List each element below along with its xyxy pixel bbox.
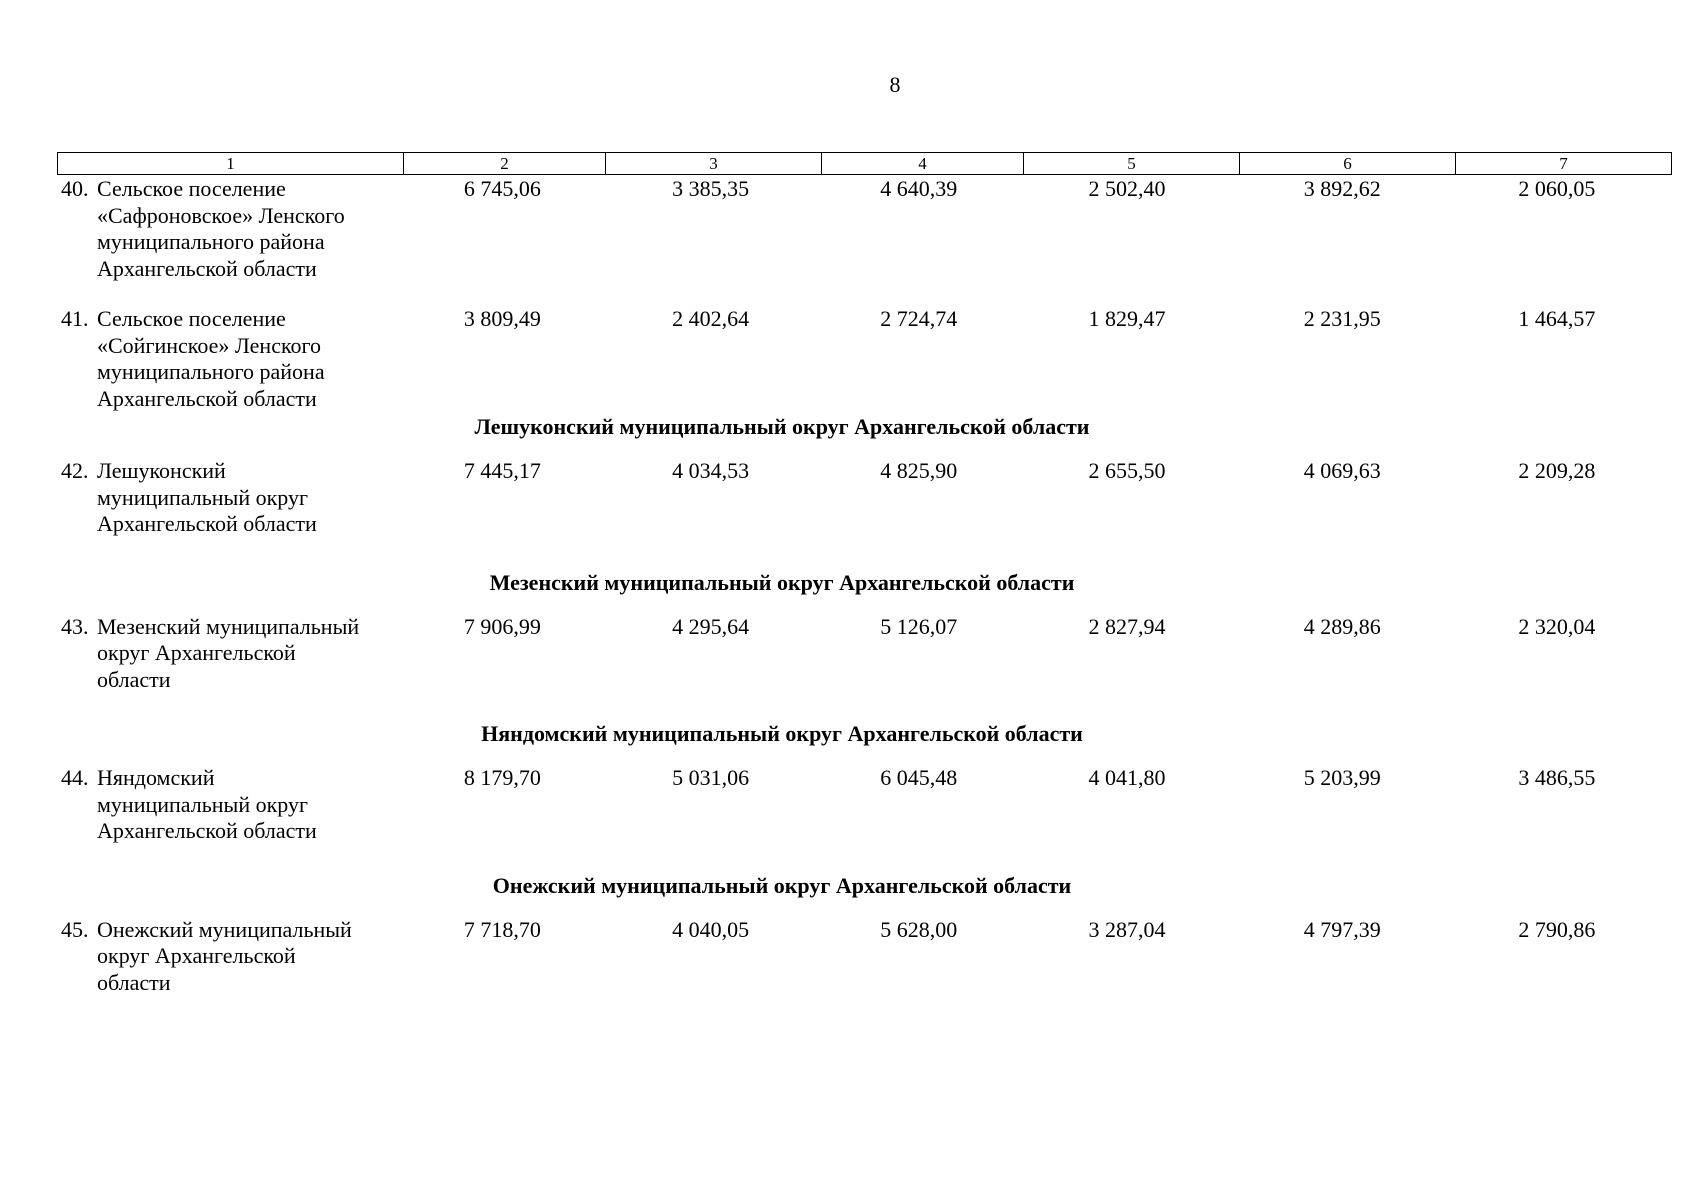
row-value-col-5: 1 829,47 — [1088, 306, 1166, 331]
row-value-col-2: 3 809,49 — [463, 306, 541, 331]
row-value-col-3: 4 034,53 — [672, 458, 750, 483]
row-value-col-5: 2 655,50 — [1088, 458, 1166, 483]
row-value-col-2: 7 718,70 — [463, 916, 541, 942]
section-heading: Онежский муниципальный округ Архангельской области — [492, 872, 1072, 898]
table-row — [57, 306, 1664, 412]
row-value-col-3: 3 385,35 — [672, 176, 750, 201]
row-value-col-3: 5 031,06 — [672, 765, 750, 790]
header-cell-7: 7 — [1559, 154, 1568, 173]
section-heading: Лешуконский муниципальный округ Архангельской области — [474, 414, 1090, 439]
row-value-col-7: 2 320,04 — [1518, 613, 1596, 639]
header-cell-1: 1 — [58, 153, 404, 174]
row-value-col-5: 2 827,94 — [1088, 613, 1166, 639]
row-name-cell — [57, 917, 402, 997]
row-value-col-4: 4 825,90 — [880, 458, 958, 483]
row-name-cell — [57, 765, 402, 845]
row-value-col-5: 2 502,40 — [1088, 176, 1166, 201]
table-row — [57, 614, 1664, 694]
row-number: 44. — [61, 765, 89, 790]
row-number: 43. — [61, 613, 89, 639]
row-value-col-3: 4 295,64 — [672, 613, 750, 639]
row-value-col-7: 1 464,57 — [1518, 306, 1596, 331]
row-value-col-7: 2 209,28 — [1518, 458, 1596, 483]
table-row — [57, 176, 1664, 282]
row-name-cell — [57, 614, 402, 694]
header-cell-2: 2 — [404, 153, 606, 174]
row-value-col-6: 4 797,39 — [1303, 916, 1381, 942]
section-heading: Мезенский муниципальный округ Архангельской области — [489, 569, 1075, 595]
row-value-col-6: 2 231,95 — [1303, 306, 1381, 331]
row-value-col-5: 4 041,80 — [1088, 765, 1166, 790]
row-value-col-3: 4 040,05 — [672, 916, 750, 942]
row-value-col-2: 7 445,17 — [463, 458, 541, 483]
row-name: Няндомский муниципальный округ Архангельской области — [97, 765, 317, 843]
table-header-row — [57, 152, 1672, 175]
row-number: 42. — [61, 458, 89, 483]
row-number: 45. — [61, 916, 89, 942]
header-cell-6: 6 — [1240, 153, 1456, 174]
row-value-col-6: 5 203,99 — [1303, 765, 1381, 790]
header-cell-3: 3 — [606, 153, 822, 174]
row-value-col-6: 3 892,62 — [1303, 176, 1381, 201]
row-value-col-2: 8 179,70 — [463, 765, 541, 790]
section-heading: Няндомский муниципальный округ Архангельской области — [481, 721, 1083, 746]
row-number: 40. — [61, 176, 89, 201]
row-value-col-6: 4 069,63 — [1303, 458, 1381, 483]
row-value-col-5: 3 287,04 — [1088, 916, 1166, 942]
row-name: Онежский муниципальный округ Архангельской области — [97, 916, 352, 995]
row-value-col-6: 4 289,86 — [1303, 613, 1381, 639]
row-value-col-4: 6 045,48 — [880, 765, 958, 790]
row-name-cell — [57, 306, 402, 412]
row-name-cell — [57, 176, 402, 282]
row-name: Сельское поселение «Сафроновское» Ленского муниципального района Архангельской области — [97, 176, 345, 281]
row-value-col-7: 3 486,55 — [1518, 765, 1596, 790]
row-value-col-2: 6 745,06 — [463, 176, 541, 201]
row-name: Лешуконский муниципальный округ Архангельской области — [97, 458, 317, 536]
row-value-col-4: 5 126,07 — [880, 613, 958, 639]
row-number: 41. — [61, 306, 89, 331]
header-cell-5: 5 — [1024, 153, 1240, 174]
row-value-col-4: 2 724,74 — [880, 306, 958, 331]
table-row — [57, 458, 1664, 538]
row-value-col-3: 2 402,64 — [672, 306, 750, 331]
row-value-col-2: 7 906,99 — [463, 613, 541, 639]
page-number: 8 — [889, 72, 901, 97]
row-name: Мезенский муниципальный округ Архангельской области — [97, 613, 360, 692]
header-cell-4: 4 — [822, 153, 1024, 174]
row-value-col-4: 5 628,00 — [880, 916, 958, 942]
row-value-col-7: 2 060,05 — [1518, 176, 1596, 201]
row-name: Сельское поселение «Сойгинское» Ленского муниципального района Архангельской области — [97, 306, 325, 411]
table-row — [57, 765, 1664, 845]
row-value-col-4: 4 640,39 — [880, 176, 958, 201]
row-value-col-7: 2 790,86 — [1518, 916, 1596, 942]
table-row — [57, 917, 1664, 997]
table-body — [57, 176, 1664, 996]
row-name-cell — [57, 458, 402, 538]
